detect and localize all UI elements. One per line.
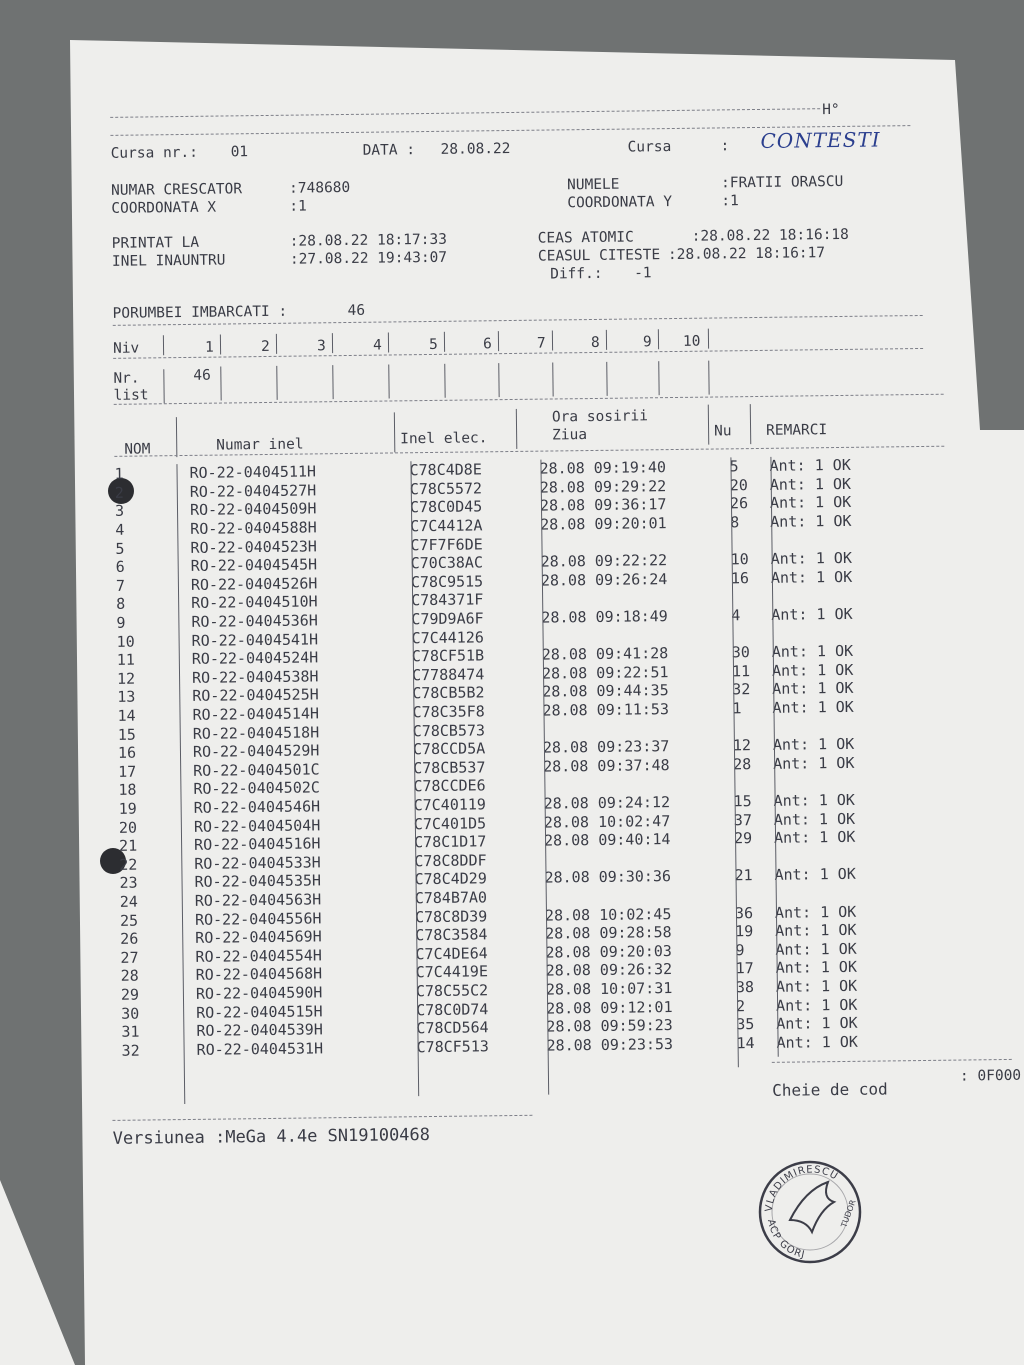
cell-divider bbox=[332, 333, 333, 353]
row-number: 30 bbox=[121, 1004, 140, 1023]
arrival-time: 28.08 09:22:51 bbox=[541, 662, 669, 683]
ring-number: RO-22-0404538H bbox=[191, 667, 319, 687]
arrival-order bbox=[731, 624, 771, 643]
arrival-order: 32 bbox=[732, 680, 751, 699]
niv-level: 9 bbox=[642, 334, 652, 351]
col-nu: Nu bbox=[713, 423, 732, 440]
row-number: 12 bbox=[116, 669, 136, 688]
numar-crescator-label: NUMAR CRESCATOR bbox=[111, 181, 243, 199]
arrival-order: 20 bbox=[729, 476, 748, 495]
remarks: Ant: 1 OK bbox=[769, 456, 851, 476]
remarks: Ant: 1 OK bbox=[773, 753, 855, 773]
ring-number: RO-22-0404515H bbox=[196, 1001, 323, 1022]
row-number: 26 bbox=[120, 929, 139, 948]
ring-number: RO-22-0404535H bbox=[194, 871, 322, 892]
arrival-order: 29 bbox=[733, 829, 753, 848]
coord-y: :1 bbox=[721, 193, 739, 210]
remarks bbox=[771, 585, 921, 605]
ring-number: RO-22-0404504H bbox=[193, 815, 321, 836]
arrival-order: 15 bbox=[733, 792, 752, 811]
arrival-time: 28.08 09:44:35 bbox=[542, 681, 669, 702]
electronic-ring: C7C44126 bbox=[411, 627, 484, 647]
remarks: Ant: 1 OK bbox=[772, 697, 854, 717]
arrival-order: 38 bbox=[735, 977, 755, 997]
arrival-time: 28.08 09:26:32 bbox=[545, 960, 673, 980]
remarks: Ant: 1 OK bbox=[771, 660, 854, 680]
arrival-order: 30 bbox=[731, 643, 750, 662]
cheie-label: Cheie de cod bbox=[772, 1079, 888, 1100]
remarks: Ant: 1 OK bbox=[774, 902, 857, 922]
electronic-ring: C70C38AC bbox=[410, 553, 484, 573]
arrival-order: 26 bbox=[729, 494, 749, 513]
niv-level: 6 bbox=[482, 336, 492, 353]
remarks bbox=[774, 845, 924, 865]
electronic-ring: C78C4D29 bbox=[414, 869, 487, 889]
cell-divider bbox=[220, 335, 221, 355]
niv-label: Niv bbox=[112, 340, 140, 357]
arrival-time: 28.08 09:19:40 bbox=[539, 458, 667, 478]
electronic-ring: C78CB537 bbox=[413, 758, 486, 778]
ring-number: RO-22-0404554H bbox=[195, 946, 323, 966]
remarks: Ant: 1 OK bbox=[776, 995, 858, 1015]
ceas-atomic: :28.08.22 18:16:18 bbox=[691, 226, 849, 245]
remarks: Ant: 1 OK bbox=[773, 809, 856, 829]
arrival-time bbox=[541, 625, 731, 646]
electronic-ring: C78C8DDF bbox=[414, 851, 487, 870]
row-number: 20 bbox=[118, 818, 138, 837]
electronic-ring: C7C401D5 bbox=[413, 813, 487, 833]
separator bbox=[113, 348, 923, 359]
row-number: 9 bbox=[116, 613, 126, 632]
numele-label: NUMELE bbox=[566, 176, 620, 194]
versiunea: Versiunea :MeGa 4.4e SN19100468 bbox=[112, 1125, 431, 1149]
ring-number: RO-22-0404509H bbox=[189, 499, 317, 520]
electronic-ring: C784B7A0 bbox=[414, 888, 488, 908]
arrival-order: 1 bbox=[732, 699, 742, 718]
ring-number: RO-22-0404514H bbox=[192, 704, 320, 724]
remarks: Ant: 1 OK bbox=[775, 958, 858, 978]
arrival-time: 28.08 10:02:47 bbox=[543, 811, 671, 832]
ring-number: RO-22-0404588H bbox=[190, 518, 317, 539]
remarks bbox=[773, 771, 923, 791]
arrival-time: 28.08 09:23:37 bbox=[542, 737, 670, 757]
remarks: Ant: 1 OK bbox=[774, 865, 856, 885]
row-number: 8 bbox=[116, 595, 126, 614]
cell-divider bbox=[276, 334, 277, 354]
data-label: DATA : bbox=[362, 142, 416, 159]
arrival-order: 5 bbox=[729, 457, 739, 476]
stamp-text-top: VLADIMIRESCU bbox=[763, 1164, 840, 1213]
remarks bbox=[770, 529, 920, 549]
arrival-time bbox=[545, 885, 735, 906]
row-number: 19 bbox=[118, 799, 137, 818]
electronic-ring: C7788474 bbox=[411, 665, 485, 685]
remarks: Ant: 1 OK bbox=[769, 493, 852, 513]
electronic-ring: C7C4DE64 bbox=[415, 944, 488, 963]
electronic-ring: C78CB573 bbox=[412, 720, 486, 740]
numele: :FRATII ORASCU bbox=[720, 173, 844, 192]
arrival-time bbox=[541, 587, 731, 608]
arrival-order: 37 bbox=[733, 810, 753, 829]
arrival-time: 28.08 09:41:28 bbox=[541, 644, 669, 664]
arrival-time: 28.08 10:02:45 bbox=[544, 904, 672, 925]
cell-divider bbox=[220, 367, 221, 401]
row-number: 3 bbox=[114, 502, 125, 521]
header-divider bbox=[516, 409, 517, 449]
arrival-order: 12 bbox=[732, 736, 752, 755]
cell-divider bbox=[606, 330, 607, 350]
cursa-label: Cursa bbox=[627, 139, 672, 156]
race-date: 28.08.22 bbox=[440, 140, 511, 158]
diff-label: Diff.: bbox=[550, 265, 603, 283]
row-number: 31 bbox=[121, 1022, 140, 1041]
row-number: 11 bbox=[116, 650, 136, 670]
electronic-ring: C7C4412A bbox=[410, 516, 483, 536]
electronic-ring: C78C8D39 bbox=[414, 906, 488, 926]
ring-number: RO-22-0404525H bbox=[192, 685, 319, 706]
ring-number: RO-22-0404556H bbox=[194, 908, 322, 929]
arrival-order: 11 bbox=[731, 661, 751, 681]
arrival-order: 28 bbox=[733, 754, 752, 774]
cell-divider bbox=[606, 362, 607, 396]
porumbei-count: 46 bbox=[347, 302, 366, 319]
electronic-ring: C78C4D8E bbox=[409, 460, 482, 480]
ring-number: RO-22-0404539H bbox=[196, 1020, 323, 1041]
ring-number: RO-22-0404568H bbox=[195, 964, 323, 985]
cell-divider bbox=[276, 366, 277, 400]
arrival-order: 4 bbox=[731, 606, 741, 625]
porumbei-label: PORUMBEI IMBARCATI : bbox=[112, 303, 288, 322]
remarks bbox=[773, 715, 923, 735]
row-number: 10 bbox=[116, 632, 135, 651]
row-number: 5 bbox=[115, 539, 125, 558]
electronic-ring: C78C1D17 bbox=[413, 832, 487, 852]
cell-divider bbox=[388, 364, 389, 398]
row-number: 27 bbox=[120, 948, 139, 967]
niv-level: 8 bbox=[590, 334, 600, 352]
header-divider bbox=[750, 404, 751, 444]
arrival-time: 28.08 09:11:53 bbox=[542, 700, 670, 720]
row-number: 2 bbox=[114, 483, 124, 502]
arrival-order bbox=[733, 773, 773, 792]
electronic-ring: C78C9515 bbox=[410, 572, 484, 592]
remarks: Ant: 1 OK bbox=[776, 1013, 858, 1033]
arrival-time: 28.08 09:30:36 bbox=[544, 867, 672, 887]
cursa-nr-label: Cursa nr.: bbox=[110, 144, 199, 162]
remarks: Ant: 1 OK bbox=[776, 1032, 858, 1052]
row-number: 4 bbox=[115, 520, 125, 539]
row-number: 32 bbox=[121, 1041, 140, 1060]
remarks: Ant: 1 OK bbox=[769, 474, 852, 494]
ring-number: RO-22-0404523H bbox=[190, 537, 318, 557]
electronic-ring: C7F7F6DE bbox=[410, 535, 483, 554]
niv-level: 2 bbox=[260, 338, 270, 356]
ring-number: RO-22-0404590H bbox=[195, 983, 323, 1003]
ring-number: RO-22-0404546H bbox=[193, 797, 321, 817]
remarks: Ant: 1 OK bbox=[773, 790, 855, 810]
electronic-ring: C7C40119 bbox=[413, 795, 486, 815]
electronic-ring: C78CF513 bbox=[416, 1037, 489, 1056]
remarks bbox=[771, 622, 921, 642]
row-number: 15 bbox=[117, 725, 136, 744]
remarks: Ant: 1 OK bbox=[770, 549, 853, 569]
arrival-time: 28.08 09:29:22 bbox=[539, 477, 667, 497]
arrival-time: 28.08 09:59:23 bbox=[546, 1016, 673, 1036]
arrival-order: 21 bbox=[734, 866, 753, 885]
nr-list-value: 46 bbox=[193, 367, 211, 384]
row-number: 13 bbox=[117, 688, 136, 707]
cell-divider bbox=[658, 329, 659, 349]
arrival-time bbox=[540, 532, 730, 553]
diff: -1 bbox=[634, 265, 652, 282]
col-remarci: REMARCI bbox=[765, 422, 828, 439]
row-number: 1 bbox=[114, 465, 124, 484]
arrival-order: 36 bbox=[734, 903, 754, 922]
cell-divider bbox=[332, 365, 333, 399]
cell-divider bbox=[552, 330, 553, 350]
ring-number: RO-22-0404518H bbox=[192, 722, 320, 743]
arrival-time: 28.08 09:24:12 bbox=[543, 793, 671, 813]
nr-list-label: list bbox=[113, 387, 149, 404]
row-number: 14 bbox=[117, 706, 136, 725]
arrival-order: 16 bbox=[730, 568, 750, 588]
row-number: 7 bbox=[115, 576, 126, 595]
arrival-order: 9 bbox=[735, 940, 745, 960]
arrival-order bbox=[731, 587, 771, 606]
ring-number: RO-22-0404511H bbox=[189, 462, 317, 483]
row-number: 21 bbox=[119, 836, 138, 855]
separator bbox=[114, 394, 944, 405]
printat: :28.08.22 18:17:33 bbox=[289, 231, 447, 250]
remarks: Ant: 1 OK bbox=[773, 827, 856, 847]
niv-level: 7 bbox=[536, 335, 546, 352]
arrival-time: 28.08 09:20:03 bbox=[545, 941, 672, 962]
cell-divider bbox=[388, 332, 389, 352]
handwritten-race-name: CONTESTI bbox=[760, 127, 881, 153]
electronic-ring: C78CCDE6 bbox=[413, 776, 486, 796]
cursa-colon: : bbox=[720, 138, 730, 155]
nr-list-label: Nr. bbox=[113, 370, 140, 387]
row-number: 6 bbox=[115, 557, 125, 577]
cell-divider bbox=[163, 369, 164, 403]
arrival-time: 28.08 09:26:24 bbox=[540, 569, 668, 590]
ring-number: RO-22-0404533H bbox=[194, 853, 321, 873]
niv-level: 4 bbox=[372, 337, 382, 354]
arrival-order: 10 bbox=[730, 550, 749, 569]
remarks: Ant: 1 OK bbox=[772, 679, 854, 699]
electronic-ring: C7C4419E bbox=[415, 962, 489, 982]
separator bbox=[112, 1115, 532, 1121]
electronic-ring: C784371F bbox=[411, 590, 484, 610]
row-number: 28 bbox=[120, 966, 139, 986]
header-mark: H° bbox=[822, 101, 840, 119]
remarks: Ant: 1 OK bbox=[770, 511, 852, 531]
row-number: 18 bbox=[118, 780, 137, 800]
col-numar-inel: Numar inel bbox=[216, 436, 304, 454]
col-nom: NOM bbox=[124, 441, 151, 458]
ceas-atomic-label: CEAS ATOMIC bbox=[537, 229, 634, 247]
ring-number: RO-22-0404541H bbox=[191, 630, 319, 650]
row-number: 22 bbox=[119, 855, 138, 874]
arrival-time: 28.08 09:36:17 bbox=[539, 495, 667, 516]
club-stamp bbox=[750, 1150, 870, 1270]
remarks: Ant: 1 OK bbox=[770, 567, 853, 587]
cell-divider bbox=[444, 332, 445, 352]
row-number: 17 bbox=[118, 762, 137, 781]
electronic-ring: C78CCD5A bbox=[412, 739, 486, 759]
remarks bbox=[775, 883, 925, 903]
cell-divider bbox=[552, 362, 553, 396]
ceasul-citeste-label: CEASUL CITESTE bbox=[537, 247, 661, 265]
separator bbox=[110, 108, 820, 118]
arrival-time: 28.08 09:37:48 bbox=[543, 755, 670, 776]
electronic-ring: C78CD564 bbox=[416, 1018, 489, 1038]
cursa-nr: 01 bbox=[230, 144, 249, 161]
arrival-order: 14 bbox=[736, 1033, 755, 1052]
cell-divider bbox=[498, 331, 499, 351]
remarks: Ant: 1 OK bbox=[771, 604, 853, 624]
arrival-order: 2 bbox=[736, 996, 746, 1015]
coord-x-label: COORDONATA X bbox=[111, 199, 217, 217]
arrival-time: 28.08 09:18:49 bbox=[541, 607, 668, 627]
electronic-ring: C79D9A6F bbox=[411, 609, 484, 629]
cheie-value: : 0F000 bbox=[959, 1067, 1022, 1085]
arrival-time: 28.08 09:40:14 bbox=[543, 830, 671, 850]
arrival-time bbox=[543, 773, 733, 794]
electronic-ring: C78CB5B2 bbox=[412, 683, 485, 703]
cell-divider bbox=[708, 361, 709, 395]
niv-level: 3 bbox=[316, 338, 326, 355]
printat-label: PRINTAT LA bbox=[111, 234, 200, 252]
ring-number: RO-22-0404526H bbox=[190, 574, 318, 594]
remarks: Ant: 1 OK bbox=[775, 920, 857, 940]
cell-divider bbox=[444, 364, 445, 398]
col-ziua: Ziua bbox=[552, 427, 588, 444]
stamp-text-bottom: ACP GORJ bbox=[764, 1218, 807, 1261]
remarks: Ant: 1 OK bbox=[772, 735, 855, 755]
niv-level: 5 bbox=[428, 336, 438, 353]
arrival-order: 8 bbox=[730, 513, 740, 532]
electronic-ring: C78C0D74 bbox=[416, 999, 489, 1019]
ring-number: RO-22-0404531H bbox=[196, 1039, 324, 1059]
header-divider bbox=[708, 405, 709, 445]
numar-crescator: :748680 bbox=[288, 179, 351, 197]
col-inel-elec: Inel elec. bbox=[400, 430, 488, 448]
electronic-ring: C78C0D45 bbox=[409, 497, 483, 517]
ring-number: RO-22-0404569H bbox=[195, 927, 322, 948]
arrival-order bbox=[735, 884, 775, 903]
ring-number: RO-22-0404529H bbox=[192, 741, 320, 762]
arrival-time: 28.08 09:22:22 bbox=[540, 551, 668, 571]
remarks: Ant: 1 OK bbox=[775, 939, 857, 959]
electronic-ring: C78CF51B bbox=[411, 646, 485, 666]
arrival-time: 28.08 09:28:58 bbox=[545, 923, 672, 943]
arrival-order bbox=[730, 531, 770, 550]
arrival-order bbox=[733, 717, 773, 736]
arrival-order bbox=[734, 847, 774, 866]
coord-x: :1 bbox=[289, 198, 307, 215]
electronic-ring: C78C3584 bbox=[415, 925, 488, 945]
cell-divider bbox=[708, 329, 709, 349]
ring-number: RO-22-0404502C bbox=[193, 778, 320, 799]
arrival-time bbox=[544, 848, 734, 869]
cell-divider bbox=[163, 335, 164, 355]
separator bbox=[772, 1059, 1012, 1063]
row-number: 25 bbox=[119, 911, 139, 930]
row-number: 29 bbox=[120, 985, 140, 1004]
ceasul-citeste: :28.08.22 18:16:17 bbox=[667, 245, 826, 264]
ring-number: RO-22-0404524H bbox=[191, 648, 319, 669]
arrival-order: 35 bbox=[736, 1015, 755, 1034]
row-number: 16 bbox=[117, 743, 137, 763]
niv-level: 1 bbox=[204, 339, 214, 356]
dove-icon bbox=[790, 1182, 834, 1232]
arrival-time: 28.08 10:07:31 bbox=[545, 978, 673, 999]
electronic-ring: C78C35F8 bbox=[412, 702, 485, 722]
niv-level: 10 bbox=[682, 333, 701, 350]
coord-y-label: COORDONATA Y bbox=[567, 194, 673, 212]
ring-number: RO-22-0404536H bbox=[191, 611, 318, 631]
ring-number: RO-22-0404501C bbox=[193, 760, 320, 780]
header-divider bbox=[394, 412, 395, 452]
cell-divider bbox=[498, 363, 499, 397]
birds-table bbox=[114, 455, 926, 1060]
race-report-sheet bbox=[100, 89, 1024, 1180]
ring-number: RO-22-0404527H bbox=[189, 481, 317, 501]
remarks: Ant: 1 OK bbox=[771, 642, 854, 662]
cell-divider bbox=[658, 361, 659, 395]
stamp-text-right: TUDOR bbox=[839, 1198, 858, 1229]
electronic-ring: C78C5572 bbox=[409, 479, 483, 499]
remarks: Ant: 1 OK bbox=[775, 976, 858, 996]
electronic-ring: C78C55C2 bbox=[415, 981, 489, 1001]
arrival-order: 17 bbox=[735, 959, 754, 978]
inel-inauntru-label: INEL INAUNTRU bbox=[111, 252, 226, 270]
row-number: 23 bbox=[119, 873, 138, 893]
header-divider bbox=[176, 417, 177, 457]
ring-number: RO-22-0404545H bbox=[190, 555, 318, 576]
arrival-time: 28.08 09:20:01 bbox=[540, 514, 667, 534]
arrival-time: 28.08 09:23:53 bbox=[546, 1034, 674, 1055]
row-number: 24 bbox=[119, 892, 138, 911]
arrival-time bbox=[543, 718, 733, 739]
ring-number: RO-22-0404516H bbox=[193, 834, 321, 855]
arrival-time: 28.08 09:12:01 bbox=[546, 997, 673, 1018]
ring-number: RO-22-0404563H bbox=[194, 890, 322, 910]
arrival-order: 19 bbox=[735, 922, 754, 941]
inel-inauntru: :27.08.22 19:43:07 bbox=[289, 249, 448, 268]
ring-number: RO-22-0404510H bbox=[191, 592, 318, 613]
col-ora-sosirii: Ora sosirii bbox=[551, 408, 649, 426]
